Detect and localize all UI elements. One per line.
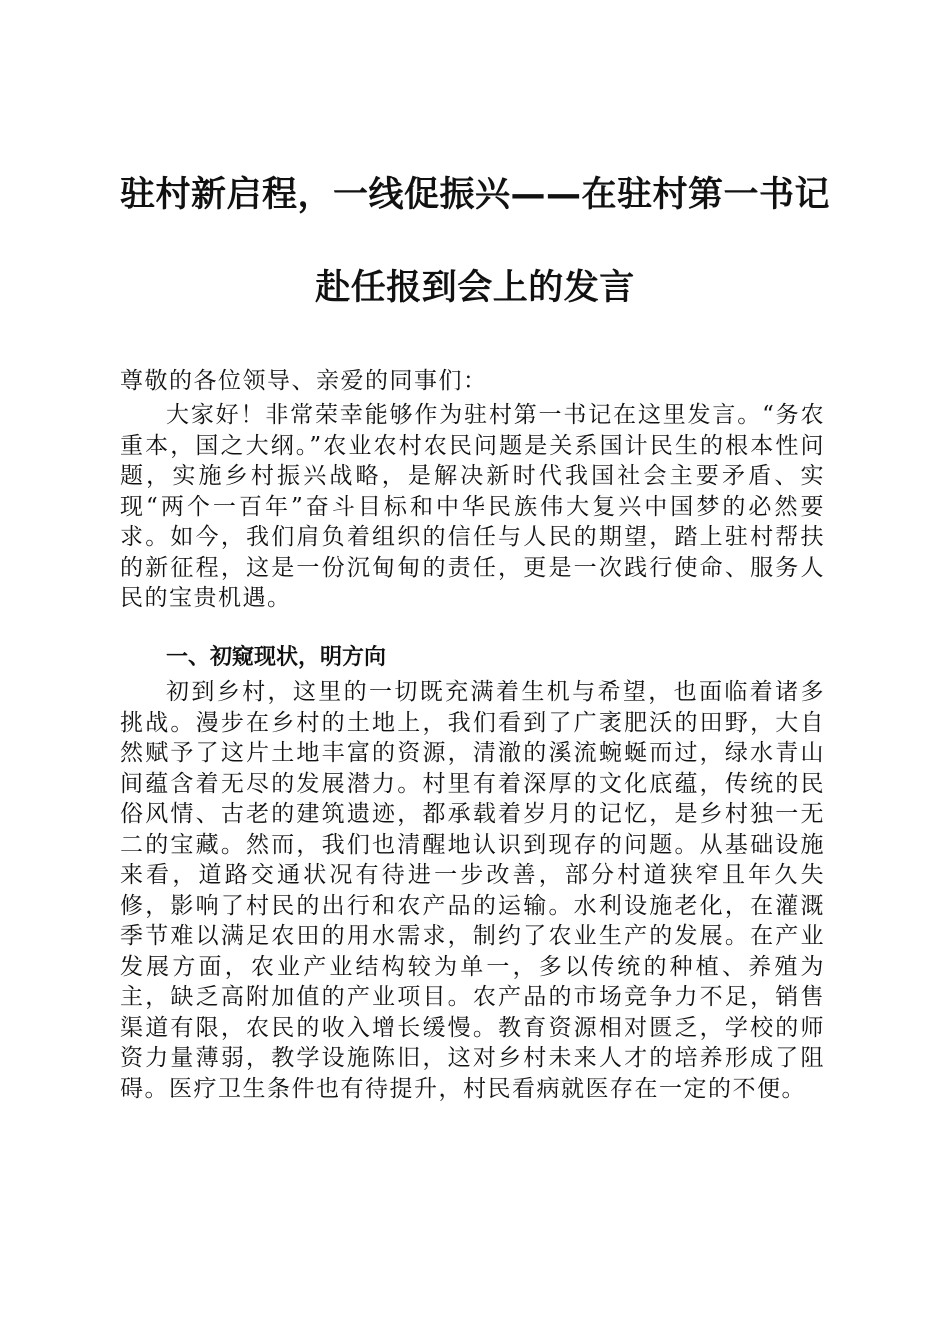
salutation: 尊敬的各位领导、亲爱的同事们： bbox=[120, 368, 488, 394]
paragraph-current-situation: 初到乡村，这里的一切既充满着生机与希望，也面临着诸多挑战。漫步在乡村的土地上，我们看到了广袤肥沃的田野，大自然赋予了这片土地丰富的资源，清澈的溪流蜿蜒而过，绿水青山间蕴含着无尽的发展潜力。村里有着深厚的文化底蕴，传统的民俗风情、古老的建筑遗迹，都承载着岁月的记忆，是乡村独一无二的宝藏。然而，我们也清醒地认识到现存的问题。从基础设施来看，道路交通状况有待进一步改善，部分村道狭窄且年久失修，影响了村民的出行和农产品的运输。水利设施老化，在灌溉季节难以满足农田的用水需求，制约了农业生产的发展。在产业发展方面，农业产业结构较为单一，多以传统的种植、养殖为主，缺乏高附加值的产业项目。农产品的市场竞争力不足，销售渠道有限，农民的收入增长缓慢。教育资源相对匮乏，学校的师资力量薄弱，教学设施陈旧，这对乡村未来人才的培养形成了阻碍。医疗卫生条件也有待提升，村民看病就医存在一定的不便。 bbox=[120, 679, 825, 1102]
section-heading-1: 一、初窥现状，明方向 bbox=[166, 645, 387, 670]
paragraph-intro: 大家好！非常荣幸能够作为驻村第一书记在这里发言。“务农重本，国之大纲。”农业农村农民问题是关系国计民生的根本性问题，实施乡村振兴战略，是解决新时代我国社会主要矛盾、实现“两个一百年”奋斗目标和中华民族伟大复兴中国梦的必然要求。如今，我们肩负着组织的信任与人民的期望，踏上驻村帮扶的新征程，这是一份沉甸甸的责任，更是一次践行使命、服务人民的宝贵机遇。 bbox=[120, 402, 825, 611]
document-title-line-2: 赴任报到会上的发言 bbox=[315, 268, 635, 308]
document-title-line-1: 驻村新启程，一线促振兴——在驻村第一书记 bbox=[119, 175, 830, 215]
